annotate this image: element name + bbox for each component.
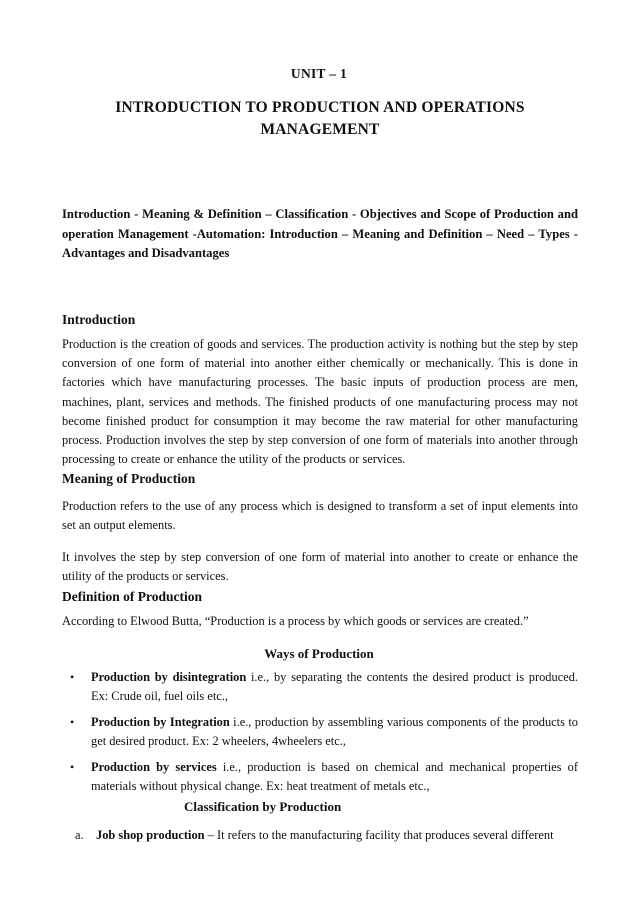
meaning-paragraph-2: It involves the step by step conversion of one form of material into another to create or enhance the utility of the products or services. (62, 550, 578, 584)
list-item-title: Production by Integration (91, 715, 230, 729)
classification-heading: Classification by Production (184, 799, 342, 814)
list-item-text: i.e., by separating the contents the desired product is produced. Ex: Crude oil, fuel oils etc., (91, 670, 578, 703)
introduction-text: Production is the creation of goods and services. The production activity is nothing but the step by step conversion of one form of material into another either chemically or mechanically. This is done in factories which have manufacturing processes. The basic inputs of production process are men, machines, plant, services and methods. The finished products of one manufacturing process may not become finished product for consumption it may become the raw material for other manufacturing process. Production involves the step by step conversion of one form of materials into another through processing to create or enhance the utility of the products or services. (62, 337, 578, 467)
bullet-icon: • (70, 670, 75, 684)
topics-summary: Introduction - Meaning & Definition – Classification - Objectives and Scope of Production and operation Management -Automation: Introduction – Meaning and Definition – Need – Types - Advantages and Disadvantages (62, 207, 578, 260)
definition-text: According to Elwood Butta, “Production is a process by which goods or services are created.” (62, 614, 529, 628)
list-item-title: Production by services (91, 760, 217, 774)
meaning-heading: Meaning of Production (62, 471, 196, 486)
bullet-icon: • (70, 760, 75, 774)
list-item (62, 713, 578, 750)
list-item (62, 668, 578, 705)
classification-item-text: – It refers to the manufacturing facility that produces several different (204, 828, 554, 842)
list-item (62, 758, 578, 795)
unit-label: UNIT – 1 (290, 66, 348, 81)
list-item-text: i.e., production is based on chemical and mechanical properties of materials without physical change. Ex: heat treatment of metals etc., (91, 760, 578, 793)
bullet-icon: • (70, 715, 75, 729)
ways-list (62, 668, 578, 803)
list-item-title: Production by disintegration (91, 670, 247, 684)
ways-heading: Ways of Production (264, 646, 374, 661)
list-marker: a. (75, 828, 84, 842)
list-item-text: i.e., production by assembling various components of the products to get desired product. Ex: 2 wheelers, 4wheelers etc., (91, 715, 578, 748)
definition-heading: Definition of Production (62, 589, 203, 604)
introduction-heading: Introduction (62, 312, 136, 327)
meaning-paragraph-1: Production refers to the use of any process which is designed to transform a set of input elements into set an output elements. (62, 499, 578, 533)
page-title: INTRODUCTION TO PRODUCTION AND OPERATIONS MANAGEMENT (115, 99, 525, 138)
classification-item-title: Job shop production (96, 828, 205, 842)
classification-item (62, 826, 578, 845)
